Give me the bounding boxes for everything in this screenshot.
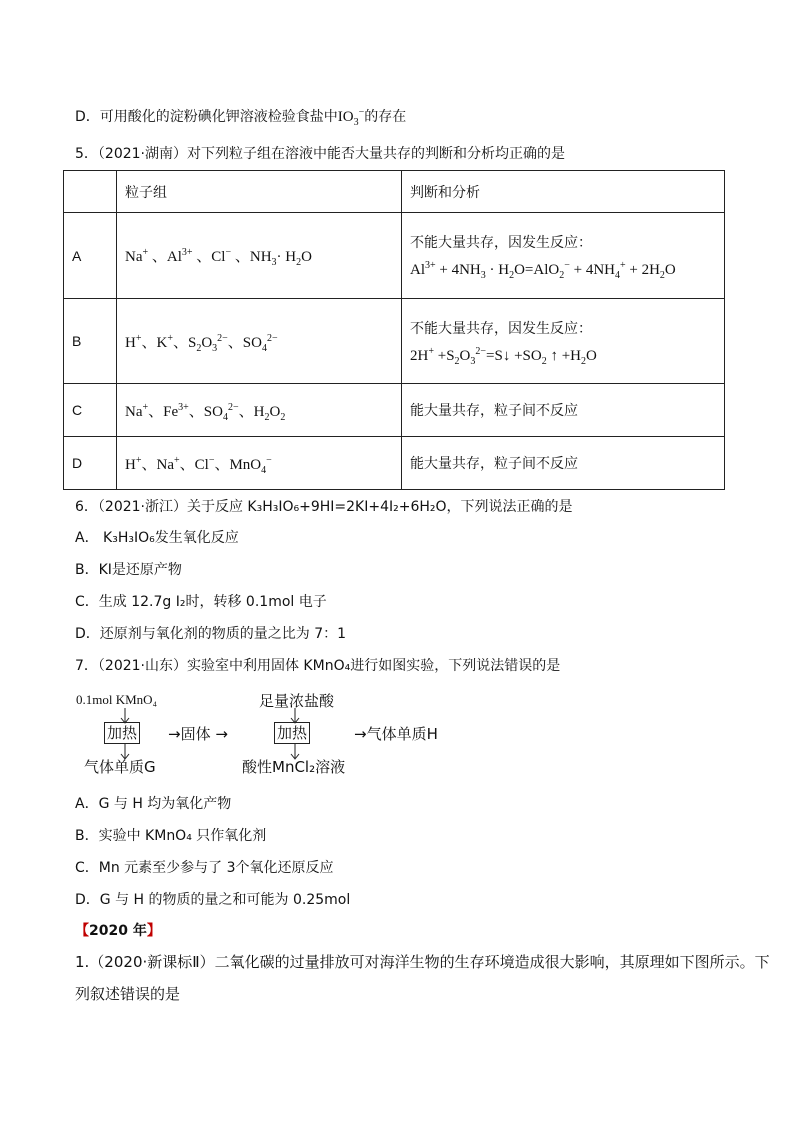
iodate-subscript: 3 [353, 117, 359, 128]
q6-option-b: B．KI是还原产物 [75, 562, 182, 578]
iodate-ion [337, 107, 365, 128]
table-row-d [64, 437, 725, 490]
iodate-symbol: IO [337, 109, 354, 125]
heat-box-2: 加热 [274, 722, 310, 744]
particle-group-a: Na+ 、$Al^{3+}$ 、Cl− 、$NH_3\cdot H_2O$ [117, 213, 402, 299]
header-cell-label [64, 171, 117, 213]
analysis-d: 能大量共存，粒子间不反应 [402, 437, 725, 490]
heat-box-1: 加热 [104, 722, 140, 744]
header-cell-particles: 粒子组 [117, 171, 402, 213]
heading-year: 2020 年 [89, 923, 147, 939]
heading-bracket-open: 【 [75, 923, 89, 939]
equation-a: $Al^{3+} + 4NH_3 \cdot H_2O=AlO_2^- + 4NH_4^+ + 2H_2O$ [410, 260, 676, 281]
equation-b: $2H^+ +S_2O_3^{2-}=S↓ +SO_2$ ↑ $+H_2O$ [410, 345, 597, 367]
analysis-c: 能大量共存，粒子间不反应 [402, 384, 725, 437]
q7-option-d: D．G 与 H 的物质的量之和可能为 0.25mol [75, 892, 351, 908]
mncl2-solution: 酸性MnCl₂溶液 [242, 758, 346, 776]
particle-group-b: H+、K+、$S_2O_3^{2-}$、$SO_4^{2-}$ [117, 299, 402, 384]
analysis-title: 不能大量共存，因发生反应： [410, 320, 592, 337]
q7-option-a: A．G 与 H 均为氧化产物 [75, 796, 232, 812]
start-reagent: 0.1mol KMnO₄ [76, 692, 158, 707]
q6-option-d: D．还原剂与氧化剂的物质的量之比为 7：1 [75, 626, 347, 642]
q6-stem: 6．（2021·浙江）关于反应 K₃H₃IO₆+9HI=2KI+4I₂+6H₂O，下列说法正确的是 [75, 499, 573, 515]
q6-option-a: A． K₃H₃IO₆发生氧化反应 [75, 530, 239, 546]
q5-table [63, 170, 725, 490]
section-heading [75, 920, 161, 940]
q4-option-d-text: D．可用酸化的淀粉碘化钾溶液检验食盐中 [75, 109, 338, 125]
q7-option-c: C．Mn 元素至少参与了 3个氧化还原反应 [75, 860, 334, 876]
q4-option-d-suffix: 的存在 [364, 109, 407, 125]
header-cell-analysis: 判断和分析 [402, 171, 725, 213]
analysis-a [402, 213, 725, 299]
solid-step: →固体 → [168, 725, 228, 743]
table-row-c [64, 384, 725, 437]
gas-h: →气体单质H [354, 725, 438, 743]
row-label: D [64, 437, 117, 490]
q4-option-d [75, 108, 406, 126]
row-label: A [64, 213, 117, 299]
analysis-title: 不能大量共存，因发生反应： [410, 235, 592, 251]
table-row-a [64, 213, 725, 299]
q7-option-b: B．实验中 KMnO₄ 只作氧化剂 [75, 828, 267, 844]
row-label: C [64, 384, 117, 437]
acid-reagent: 足量浓盐酸 [259, 692, 335, 710]
heading-bracket-close: 】 [146, 923, 161, 939]
particle-group-d: H+、Na+、Cl−、MnO$_4$− [117, 437, 402, 490]
row-label: B [64, 299, 117, 384]
q5-stem: 5．（2021·湖南）对下列粒子组在溶液中能否大量共存的判断和分析均正确的是 [75, 146, 565, 162]
q7-stem: 7．（2021·山东）实验室中利用固体 KMnO₄进行如图实验，下列说法错误的是 [75, 658, 561, 674]
gas-g: 气体单质G [84, 758, 156, 776]
table-header-row [64, 171, 725, 213]
particle-group-c: Na+、$Fe^{3+}$、$SO_4^{2-}$、$H_2O_2$ [117, 384, 402, 437]
analysis-b [402, 299, 725, 384]
q6-option-c: C．生成 12.7g I₂时，转移 0.1mol 电子 [75, 594, 327, 610]
table-row-b [64, 299, 725, 384]
q2020-1-line1: 1.（2020·新课标Ⅱ）二氧化碳的过量排放可对海洋生物的生存环境造成很大影响，其原理如下图所示。下 [75, 953, 770, 971]
q2020-1-line2: 列叙述错误的是 [75, 985, 181, 1003]
q7-flow-diagram [72, 690, 492, 780]
iodate-charge: − [358, 107, 365, 118]
